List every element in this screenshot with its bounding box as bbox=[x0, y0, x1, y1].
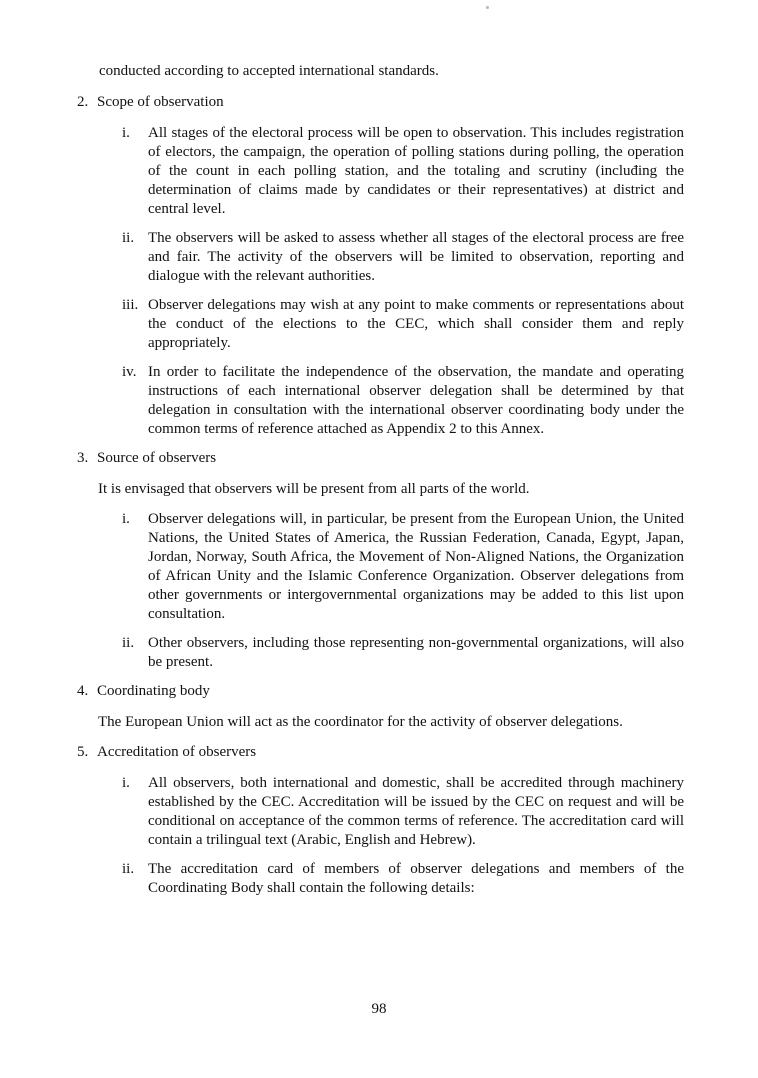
list-item-marker: i. bbox=[122, 125, 130, 141]
section-title: Scope of observation bbox=[97, 94, 224, 110]
list-item-text: All stages of the electoral process will be open to observation. This includes registration of electors, the campaign, the operation of polling stations during polling, the operation of the count in each polling station, and the totaling and scrutiny (incluđing the determination of claims made by candidates or their representatives) at district and central level. bbox=[148, 125, 684, 217]
section-number: 2. bbox=[77, 94, 89, 110]
list-item bbox=[122, 634, 684, 672]
list-item-marker: i. bbox=[122, 775, 130, 791]
section-scope-of-observation bbox=[75, 93, 684, 439]
list-item-marker: ii. bbox=[122, 861, 135, 877]
list-item bbox=[122, 296, 684, 353]
list-item-text: Other observers, including those representing non-governmental organizations, will also be present. bbox=[148, 635, 684, 670]
list-item-marker: i. bbox=[122, 511, 130, 527]
list-item bbox=[122, 860, 684, 898]
list-item-marker: ii. bbox=[122, 230, 135, 246]
list-item bbox=[122, 363, 684, 439]
list-item-marker: iii. bbox=[122, 297, 139, 313]
page-number: 98 bbox=[371, 1001, 387, 1017]
list-item bbox=[122, 510, 684, 624]
list-item-text: Observer delegations may wish at any point to make comments or representations about the conduct of the elections to the CEC, which shall consider them and reply appropriately. bbox=[148, 297, 684, 351]
continuation-paragraph: conducted according to accepted international standards. bbox=[99, 63, 439, 79]
section-intro-paragraph: The European Union will act as the coordinator for the activity of observer delegations. bbox=[98, 714, 623, 730]
list-item-text: In order to facilitate the independence of the observation, the mandate and operating instructions of each international observer delegation shall be determined by that delegation in consultation with the international observer coordinating body under the common terms of reference attached as Appendix 2 to this Annex. bbox=[148, 364, 684, 437]
list-item-text: All observers, both international and domestic, shall be accredited through machinery established by the CEC. Accreditation will be issued by the CEC on request and will be conditional on acceptance of the common terms of reference. The accreditation card will contain a trilingual text (Arabic, English and Hebrew). bbox=[148, 775, 684, 848]
section-title: Source of observers bbox=[97, 450, 217, 466]
list-item bbox=[122, 124, 684, 219]
section-accreditation-of-observers bbox=[75, 743, 684, 898]
section-title: Accreditation of observers bbox=[97, 744, 257, 760]
list-item-marker: ii. bbox=[122, 635, 135, 651]
section-heading bbox=[77, 682, 682, 701]
section-heading bbox=[77, 743, 682, 762]
section-number: 5. bbox=[77, 744, 89, 760]
section-title: Coordinating body bbox=[97, 683, 210, 699]
list-item bbox=[122, 774, 684, 850]
list-item-text: Observer delegations will, in particular, be present from the European Union, the United Nations, the United States of America, the Russian Federation, Canada, Egypt, Japan, Jordan, Norway, South Africa, the Movement of Non-Aligned Nations, the Organization of African Unity and the Islamic Conference Organization. Observer delegations from other governments or intergovernmental organizations may be added to this list upon consultation. bbox=[148, 511, 684, 622]
section-heading bbox=[77, 449, 682, 468]
scan-artifact-dot bbox=[486, 6, 489, 9]
section-number: 3. bbox=[77, 450, 89, 466]
section-source-of-observers bbox=[75, 449, 684, 672]
list-item-text: The accreditation card of members of observer delegations and members of the Coordinating Body shall contain the following details: bbox=[148, 861, 684, 896]
section-intro-paragraph: It is envisaged that observers will be present from all parts of the world. bbox=[98, 481, 530, 497]
list-item-marker: iv. bbox=[122, 364, 137, 380]
section-heading bbox=[77, 93, 682, 112]
list-item bbox=[122, 229, 684, 286]
list-item-text: The observers will be asked to assess whether all stages of the electoral process are free and fair. The activity of the observers will be limited to observation, reporting and dialogue with the relevant authorities. bbox=[148, 230, 684, 284]
section-coordinating-body bbox=[75, 682, 684, 732]
section-number: 4. bbox=[77, 683, 89, 699]
